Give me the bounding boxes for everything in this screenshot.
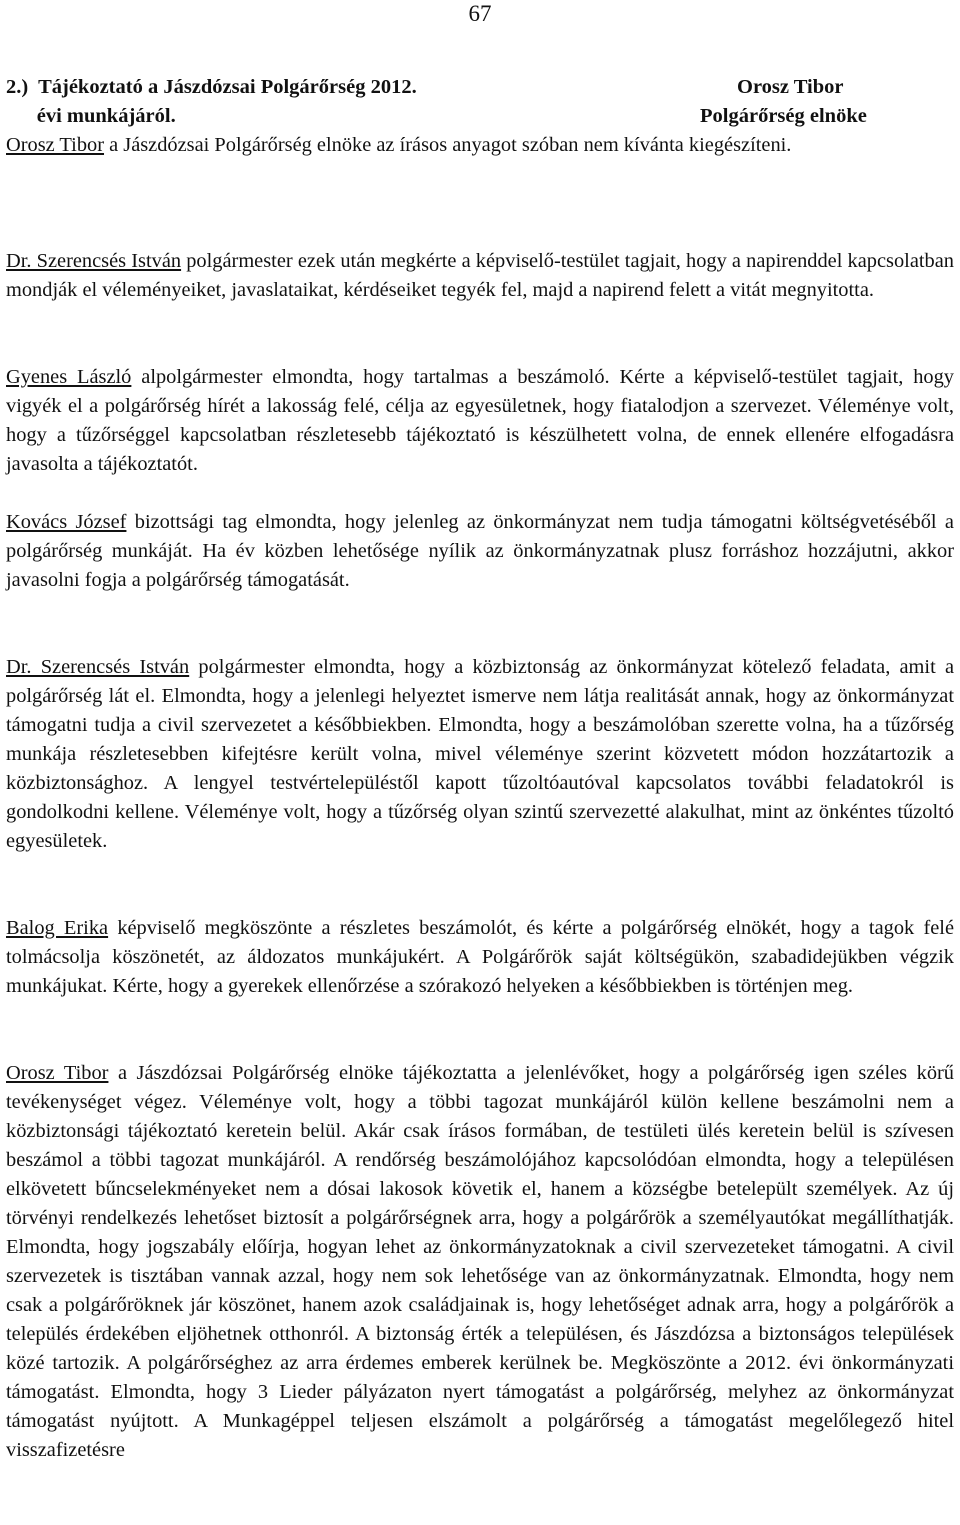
- paragraph-text: bizottsági tag elmondta, hogy jelenleg az önkormányzat nem tudja támogatni költségvetéséből a polgárőrség munkáját. Ha év közben lehetősége nyílik az önkormányzatnak plusz forráshoz hozzájutni, akkor javasolni fogja a polgárőrség támogatását.: [6, 511, 954, 591]
- paragraph-4: [6, 508, 954, 595]
- agenda-item-title: 2.) Tájékoztató a Jászdózsai Polgárőrség 2012.: [6, 76, 417, 98]
- agenda-item-title-continued: évi munkájáról.: [6, 105, 176, 127]
- page-number: 67: [468, 1, 492, 26]
- paragraph-text: alpolgármester elmondta, hogy tartalmas a beszámoló. Kérte a képviselő-testület tagjait, hogy vigyék el a polgárőrség hírét a lakosság felé, célja az egyesületnek, hogy fiatalodjon a szervezet. Véleménye volt, hogy a tűzőrséggel kapcsolatban részletesebb tájékoztató is készülhetett volna, de ennek ellenére elfogadásra javasolta a tájékoztatót.: [6, 366, 954, 475]
- paragraph-text: polgármester ezek után megkérte a képviselő-testület tagjait, hogy a napirenddel kapcsolatban mondják el véleményeiket, javaslataikat, kérdéseiket tegyék fel, majd a napirend felett a vitát megnyitotta.: [6, 250, 954, 301]
- speaker-name: Kovács József: [6, 511, 127, 533]
- paragraph-text: képviselő megköszönte a részletes beszámolót, és kérte a polgárőrség elnökét, hogy a tagok felé tolmácsolja köszönetét, az áldozatos munkájukért. A Polgárőrök saját költségükön, szabadidejükben végzik munkájukat. Kérte, hogy a gyerekek ellenőrzése a szórakozó helyeken a későbbiekben is történjen meg.: [6, 917, 954, 997]
- speaker-name: Dr. Szerencsés István: [6, 656, 190, 678]
- paragraph-text: a Jászdózsai Polgárőrség elnöke tájékoztatta a jelenlévőket, hogy a polgárőrség igen széles körű tevékenységet végez. Véleménye volt, hogy a többi tagozat munkájáról külön kellene beszámolni nem a közbiztonsági tájékoztató keretein belül. Akár csak írásos formában, de testületi ülés keretein belül is szívesen beszámol a többi tagozat munkájáról. A rendőrség beszámolójához kapcsolódóan elmondta, hogy a településen elkövetett bűncselekményeket nem a dósai lakosok követik el, hanem a községbe betelepült személyek. Az új törvényi rendelkezés lehetőset biztosít a polgárőrségnek arra, hogy a polgárőrök a személyautókat megállíthatják. Elmondta, hogy jogszabály előírja, hogyan lehet az önkormányzatoknak a civil szervezeteket támogatni. A civil szervezetek is tisztában vannak azzal, hogy nem sok lehetősége van az önkormányzatnak. Elmondta, hogy nem csak a polgárőröknek jár köszönet, hanem azok családjainak is, hogy lehetőséget adnak arra, hogy a polgárőrök a település érdekében eljöhetnek otthonról. A biztonság érték a településen, és Jászdózsa a biztonságos települések közé tartozik. A polgárőrséghez az arra érdemes emberek kerülnek be. Megköszönte a 2012. évi önkormányzati támogatást. Elmondta, hogy 3 Lieder pályázaton nyert támogatást a polgárőrség, melyhez az önkormányzat támogatást nyújtott. A Munkagéppel teljesen elszámolt a polgárőrség a támogatást megelőlegező hitel visszafizetésre: [6, 1062, 955, 1461]
- paragraph-5: [6, 653, 954, 856]
- paragraph-2: [6, 247, 954, 305]
- speaker-name: Gyenes László: [6, 366, 132, 388]
- paragraph-1: [6, 131, 954, 160]
- paragraph-7: [6, 1059, 954, 1465]
- agenda-title-line-2: [6, 102, 956, 131]
- presenter-role: Polgárőrség elnöke: [700, 105, 867, 127]
- presenter-name: Orosz Tibor: [737, 76, 844, 98]
- speaker-name: Dr. Szerencsés István: [6, 250, 182, 272]
- paragraph-3: [6, 363, 954, 479]
- agenda-title-line-1: [6, 73, 956, 102]
- paragraph-text: a Jászdózsai Polgárőrség elnöke az írásos anyagot szóban nem kívánta kiegészíteni.: [104, 134, 792, 156]
- speaker-name: Balog Erika: [6, 917, 109, 939]
- speaker-name: Orosz Tibor: [6, 1062, 109, 1084]
- speaker-name: Orosz Tibor: [6, 134, 105, 156]
- paragraph-text: polgármester elmondta, hogy a közbiztonság az önkormányzat kötelező feladata, amit a polgárőrség lát el. Elmondta, hogy a jelenlegi helyeztet ismerve nem látja realitását annak, hogy az önkormányzat támogatni tudja a civil szervezetet a későbbiekben. Elmondta, hogy a beszámolóban szerette volna, ha a tűzőrség munkája részletesebben kifejtésre került volna, mivel véleménye szerint közvetett módon hozzátartozik a közbiztonsághoz. A lengyel testvértelepüléstől kapott tűzoltóautóval kapcsolatos további feladatokról is gondolkodni kellene. Véleménye volt, hogy a tűzőrség olyan szintű szervezetté alakulhat, mint az önkéntes tűzoltó egyesületek.: [6, 656, 954, 852]
- paragraph-6: [6, 914, 954, 1001]
